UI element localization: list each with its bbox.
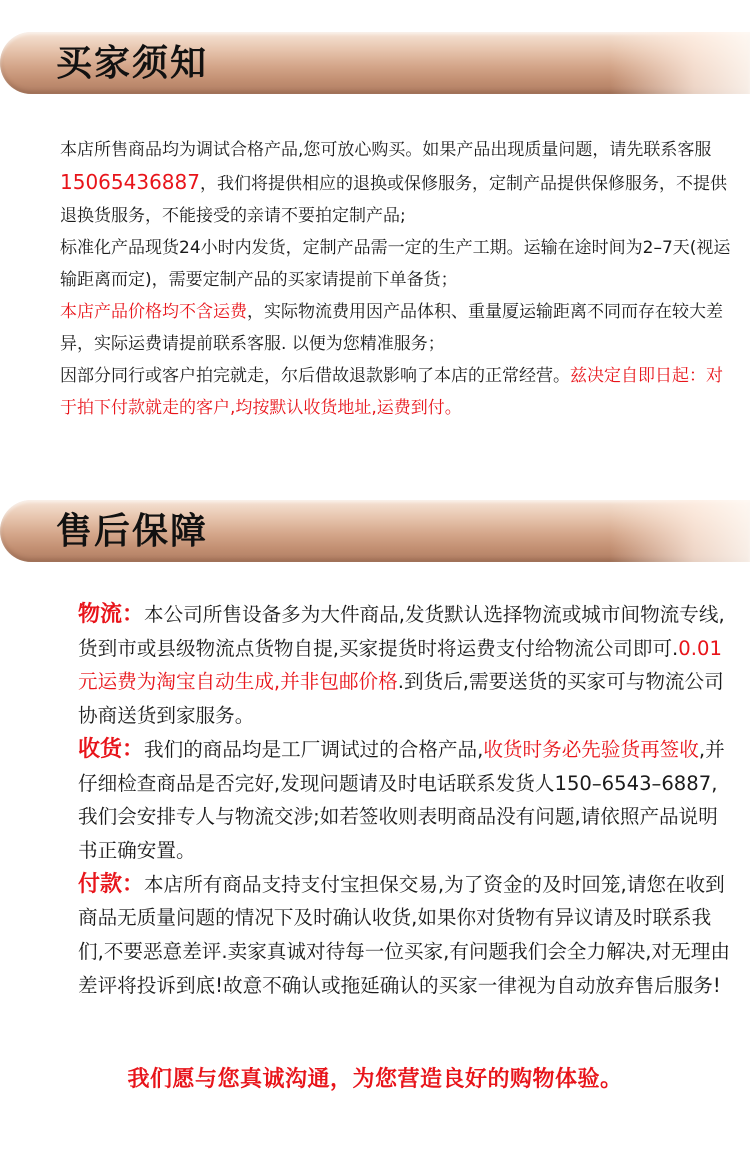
section-banner-after-sales (0, 500, 750, 562)
after-sales-logistics (22, 598, 734, 733)
receiving-text-tail: ,并仔细检查商品是否完好,发现问题请及时电话联系发货人150–6543–6887,我们会安排专人与物流交涉;如若签收则表明商品没有问题,请依照产品说明书正确安置。 (78, 737, 725, 862)
after-sales-payment (22, 868, 734, 1003)
notice-text: 标准化产品现货24小时内发货，定制产品需一定的生产工期。运输在途时间为2–7天(视运输距离而定)，需要定制产品的买家请提前下单备货； (60, 238, 731, 290)
notice-paragraph-quality (20, 134, 732, 232)
receiving-heading: 收货： (78, 736, 145, 762)
notice-text: 因部分同行或客户拍完就走，尔后借故退款影响了本店的正常经营。 (60, 366, 570, 386)
banner-shine (610, 32, 750, 94)
banner-shine (610, 500, 750, 562)
after-sales-body (22, 598, 734, 1002)
receiving-text: 我们的商品均是工厂调试过的合格产品, (144, 737, 484, 761)
section-title-buyer-notice: 买家须知 (56, 42, 209, 84)
logistics-text: 本公司所售设备多为大件商品,发货默认选择物流或城市间物流专线,货到市或县级物流点货物自提,买家提货时将运费支付给物流公司即可. (78, 603, 725, 660)
notice-paragraph-freight (20, 296, 732, 360)
notice-paragraph-policy (20, 360, 732, 424)
section-title-after-sales: 售后保障 (56, 510, 209, 552)
payment-heading: 付款： (78, 871, 145, 897)
logistics-warning: 0.01元运费为淘宝自动生成,并非包邮价格 (78, 636, 722, 694)
logistics-text-tail: .到货后,需要送货的买家可与物流公司协商送货到家服务。 (78, 670, 724, 728)
notice-paragraph-shipping (20, 232, 732, 296)
payment-text: 本店所有商品支持支付宝担保交易,为了资金的及时回笼,请您在收到商品无质量问题的情况下及时确认收货,如果你对货物有异议请及时联系我们,不要恶意差评.卖家真诚对待每一位买家,有问题我们会全力解决,对无理由差评将投诉到底!故意不确认或拖延确认的买家一律视为自动放弃售后服务! (78, 872, 730, 997)
notice-text: ，我们将提供相应的退换或保修服务，定制产品提供保修服务，不提供退换货服务，不能接受的亲请不要拍定制产品; (60, 174, 727, 226)
logistics-heading: 物流： (78, 602, 145, 627)
section-banner-buyer-notice (0, 32, 750, 94)
notice-policy-warning: 兹决定自即日起：对于拍下付款就走的客户,均按默认收货地址,运费到付。 (60, 366, 723, 418)
closing-message: 我们愿与您真诚沟通，为您营造良好的购物体验。 (127, 1067, 623, 1092)
buyer-notice-body (20, 134, 732, 424)
after-sales-receiving (22, 733, 734, 868)
notice-freight-warning: 本店产品价格均不含运费 (60, 302, 247, 322)
notice-text: 本店所售商品均为调试合格产品,您可放心购买。如果产品出现质量问题，请先联系客服 (60, 140, 712, 160)
receiving-warning: 收货时务必先验货再签收 (483, 737, 699, 761)
notice-text: ，实际物流费用因产品体积、重量厦运输距离不同而存在较大差异，实际运费请提前联系客服. 以便为您精准服务； (60, 302, 723, 354)
service-phone: 15065436887 (60, 170, 200, 194)
